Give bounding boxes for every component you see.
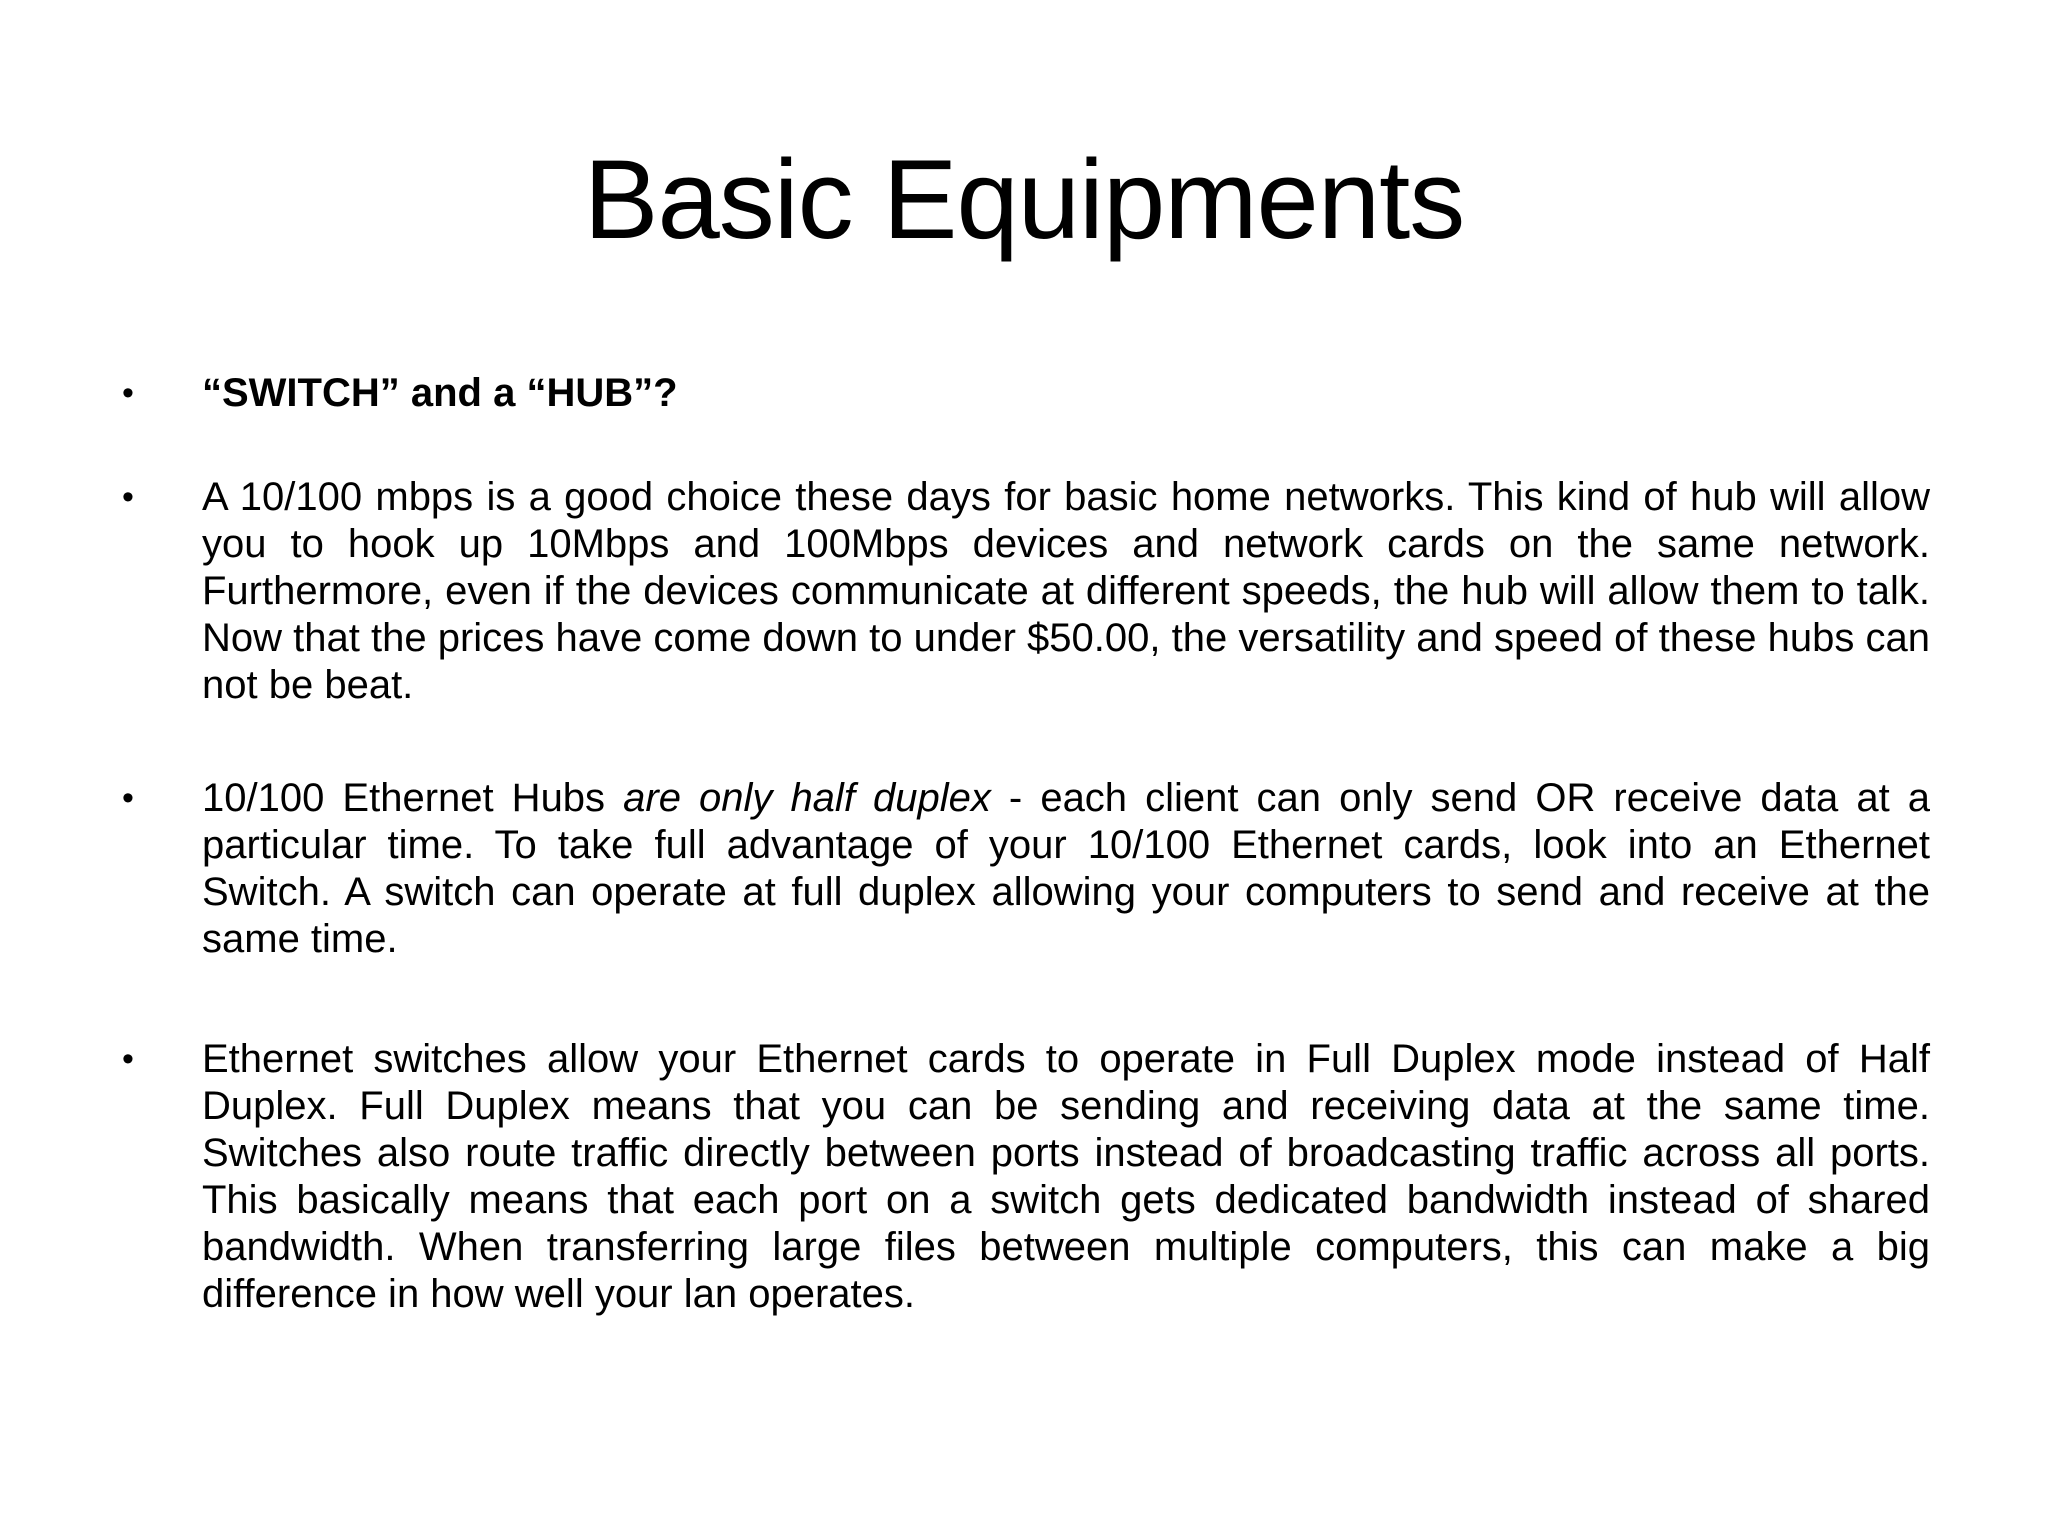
bullet-dot-icon: •: [122, 478, 134, 516]
bullet-text-emphasis: are only half duplex: [623, 776, 991, 820]
bullet-text: Ethernet switches allow your Ethernet cards to operate in Full Duplex mode instead of Half Duplex. Full Duplex means that you can be sending and receiving data at the same time. Switches also route traffic directly between ports instead of broadcasting traffic across all ports. This basically means that each port on a switch gets dedicated bandwidth instead of shared bandwidth. When transferring large files between multiple computers, this can make a big difference in how well your lan operates.: [202, 1037, 1930, 1316]
bullet-text: A 10/100 mbps is a good choice these days for basic home networks. This kind of hub will allow you to hook up 10Mbps and 100Mbps devices and network cards on the same network. Furthermore, even if the devices communicate at different speeds, the hub will allow them to talk. Now that the prices have come down to under $50.00, the versatility and speed of these hubs can not be beat.: [202, 475, 1930, 707]
bullet-text-before: 10/100 Ethernet Hubs: [202, 776, 624, 820]
bullet-dot-icon: •: [122, 779, 134, 817]
slide-title: Basic Equipments: [583, 137, 1465, 262]
bullet-item-ethernet-switches: [122, 1036, 1930, 1318]
bullet-item-switch-hub-question: [122, 370, 1930, 417]
bullet-text: “SWITCH” and a “HUB”?: [202, 371, 678, 415]
bullet-text-after: - each client can only send OR receive data at a particular time. To take full advantage of your 10/100 Ethernet cards, look into an Ethernet Switch. A switch can operate at full duplex allowing your computers to send and receive at the same time.: [202, 776, 1930, 961]
bullet-dot-icon: •: [122, 374, 134, 412]
bullet-item-half-duplex: [122, 775, 1930, 963]
bullet-dot-icon: •: [122, 1040, 134, 1078]
bullet-item-10-100-hub: [122, 474, 1930, 709]
